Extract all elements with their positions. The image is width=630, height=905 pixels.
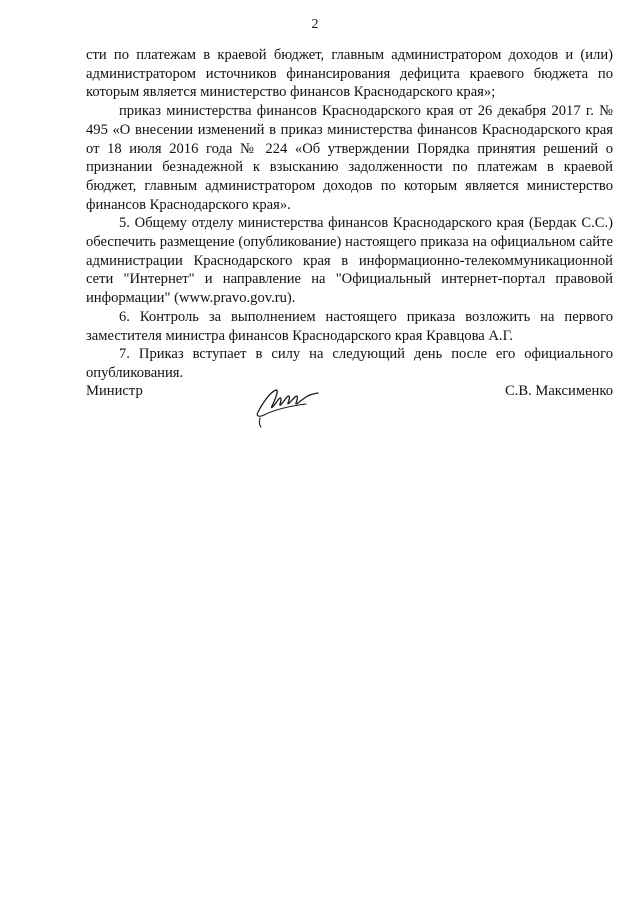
document-body: [86, 46, 613, 383]
signature-block: [86, 382, 613, 442]
page-number: 2: [311, 17, 319, 32]
signatory-title: Министр: [86, 383, 143, 399]
paragraph-item-7: 7. Приказ вступает в силу на следующий день после его официального опубликования.: [86, 346, 613, 381]
signatory-name: С.В. Максименко: [504, 383, 613, 399]
paragraph-item-6: 6. Контроль за выполнением настоящего приказа возложить на первого заместителя министра финансов Краснодарского края Кравцова А.Г.: [86, 308, 613, 344]
paragraph-item-5: 5. Общему отделу министерства финансов Краснодарского края (Бердак С.С.) обеспечить размещение (опубликование) настоящего приказа на официальном сайте администрации Краснодарского края в информационно-телекоммуникационной сети "Интернет" и направление на "Официальный интернет-портал правовой информации" (www.pravo.gov.ru).: [86, 215, 613, 307]
paragraph-continuation: сти по платежам в краевой бюджет, главным администратором доходов и (или) администратором источников финансирования дефицита краевого бюджета по которым является министерство финансов Краснодарского края»;: [86, 47, 613, 101]
paragraph-order-495: приказ министерства финансов Краснодарского края от 26 декабря 2017 г. № 495 «О внесении изменений в приказ министерства финансов Краснодарского края от 18 июля 2016 года № 224 «Об утверждении Порядка принятия решений о признании безнадежной к взысканию задолженности по платежам в краевой бюджет, главным администратором доходов по которым является министерство финансов Краснодарского края».: [86, 103, 613, 213]
handwritten-signature: [252, 382, 322, 430]
